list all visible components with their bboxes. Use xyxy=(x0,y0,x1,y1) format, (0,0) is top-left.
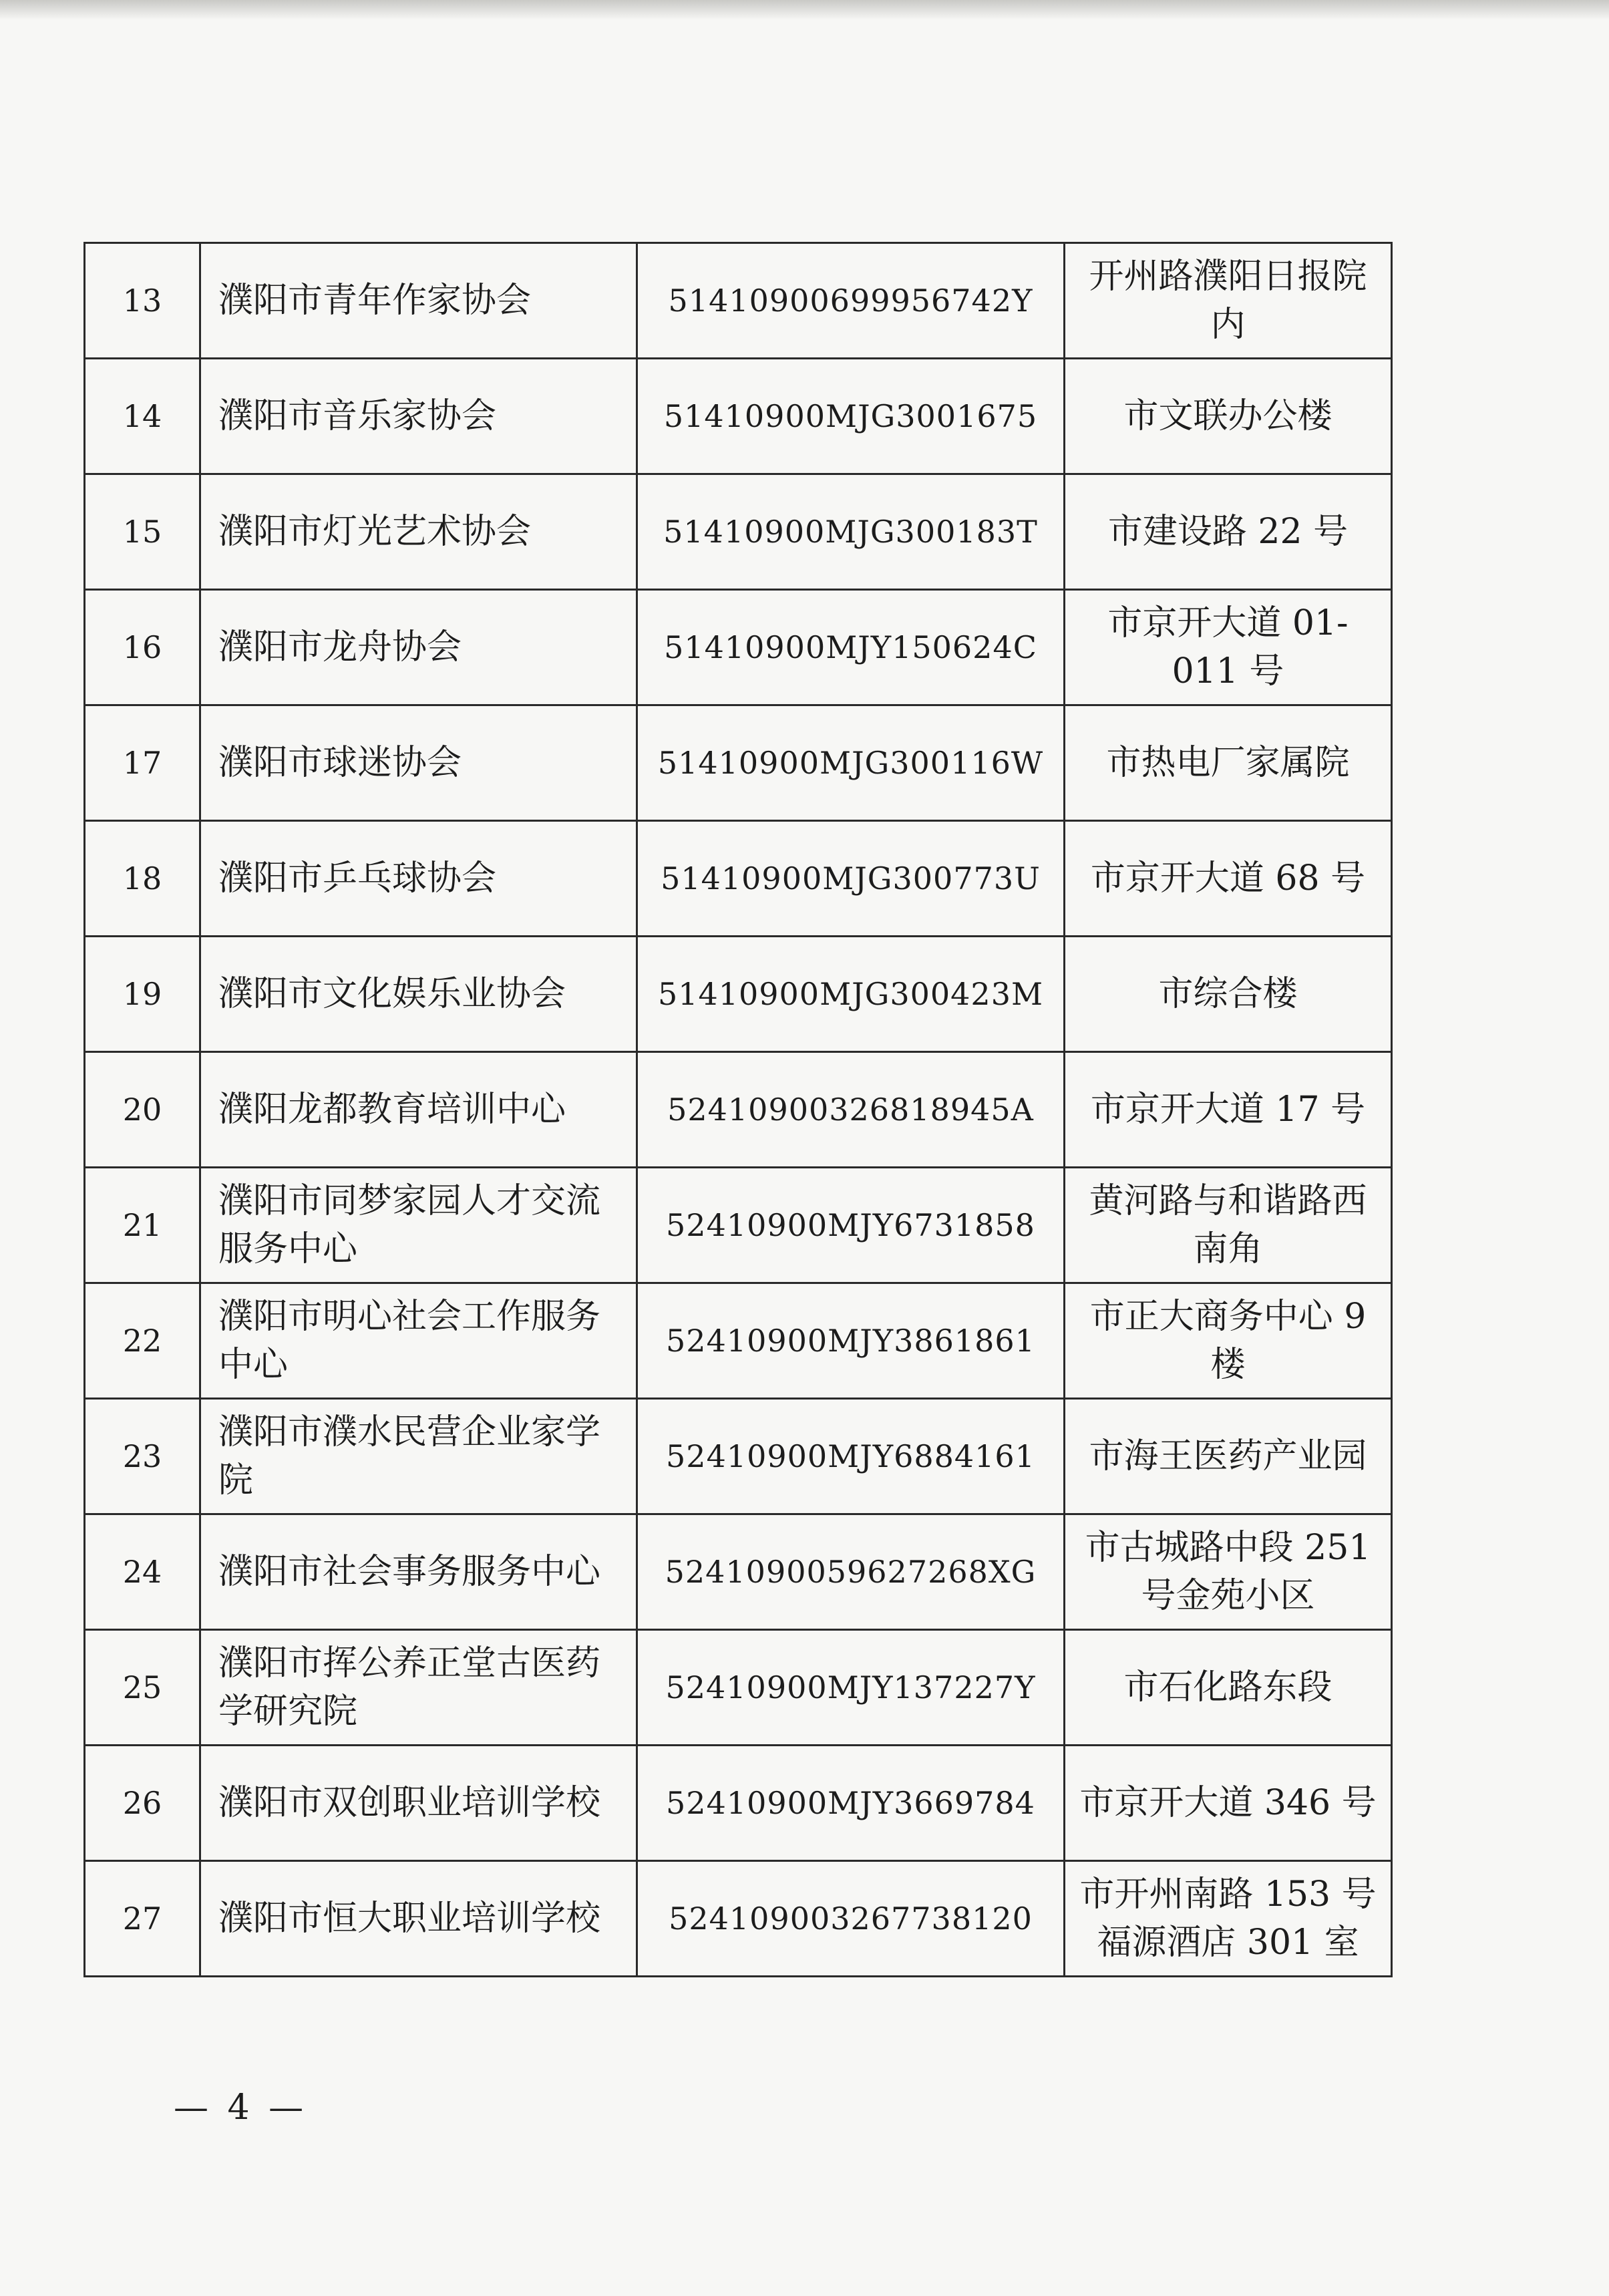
organization-name: 濮阳市挥公养正堂古医药学研究院 xyxy=(200,1630,637,1746)
credit-code: 51410900699956742Y xyxy=(637,243,1065,359)
row-number: 24 xyxy=(85,1514,200,1630)
table-row xyxy=(85,1399,1392,1514)
scan-top-edge xyxy=(0,0,1609,20)
organization-address: 市正大商务中心 9 楼 xyxy=(1065,1283,1392,1399)
table-row xyxy=(85,359,1392,474)
organization-name: 濮阳市明心社会工作服务中心 xyxy=(200,1283,637,1399)
row-number: 13 xyxy=(85,243,200,359)
row-number: 27 xyxy=(85,1861,200,1977)
table-row xyxy=(85,1168,1392,1283)
organization-address: 市古城路中段 251 号金苑小区 xyxy=(1065,1514,1392,1630)
organization-name: 濮阳市社会事务服务中心 xyxy=(200,1514,637,1630)
organization-name: 濮阳市青年作家协会 xyxy=(200,243,637,359)
credit-code: 52410900MJY3669784 xyxy=(637,1746,1065,1861)
row-number: 23 xyxy=(85,1399,200,1514)
table-row xyxy=(85,1630,1392,1746)
table-row xyxy=(85,1283,1392,1399)
organization-name: 濮阳市双创职业培训学校 xyxy=(200,1746,637,1861)
organization-address: 市热电厂家属院 xyxy=(1065,705,1392,821)
row-number: 17 xyxy=(85,705,200,821)
organization-address: 黄河路与和谐路西南角 xyxy=(1065,1168,1392,1283)
table-row xyxy=(85,1746,1392,1861)
organization-address: 开州路濮阳日报院内 xyxy=(1065,243,1392,359)
row-number: 25 xyxy=(85,1630,200,1746)
organization-name: 濮阳市灯光艺术协会 xyxy=(200,474,637,590)
organization-address: 市文联办公楼 xyxy=(1065,359,1392,474)
credit-code: 52410900MJY6731858 xyxy=(637,1168,1065,1283)
organization-name: 濮阳市球迷协会 xyxy=(200,705,637,821)
organization-address: 市京开大道 68 号 xyxy=(1065,821,1392,937)
row-number: 22 xyxy=(85,1283,200,1399)
credit-code: 51410900MJY150624C xyxy=(637,590,1065,705)
organization-name: 濮阳市龙舟协会 xyxy=(200,590,637,705)
table-row xyxy=(85,1052,1392,1168)
table-row xyxy=(85,821,1392,937)
organization-address: 市建设路 22 号 xyxy=(1065,474,1392,590)
row-number: 14 xyxy=(85,359,200,474)
credit-code: 51410900MJG300773U xyxy=(637,821,1065,937)
row-number: 15 xyxy=(85,474,200,590)
credit-code: 51410900MJG3001675 xyxy=(637,359,1065,474)
credit-code: 52410900MJY137227Y xyxy=(637,1630,1065,1746)
organization-name: 濮阳市乒乓球协会 xyxy=(200,821,637,937)
credit-code: 51410900MJG300116W xyxy=(637,705,1065,821)
table-row xyxy=(85,243,1392,359)
organization-name: 濮阳市音乐家协会 xyxy=(200,359,637,474)
organization-address: 市京开大道 01-011 号 xyxy=(1065,590,1392,705)
row-number: 18 xyxy=(85,821,200,937)
credit-code: 52410900326818945A xyxy=(637,1052,1065,1168)
table-row xyxy=(85,705,1392,821)
row-number: 16 xyxy=(85,590,200,705)
row-number: 21 xyxy=(85,1168,200,1283)
credit-code: 524109003267738120 xyxy=(637,1861,1065,1977)
organization-address: 市综合楼 xyxy=(1065,937,1392,1052)
organization-name: 濮阳龙都教育培训中心 xyxy=(200,1052,637,1168)
page-number: — 4 — xyxy=(174,2088,308,2128)
table-row xyxy=(85,1514,1392,1630)
organization-address: 市石化路东段 xyxy=(1065,1630,1392,1746)
credit-code: 5241090059627268XG xyxy=(637,1514,1065,1630)
row-number: 19 xyxy=(85,937,200,1052)
table-row xyxy=(85,590,1392,705)
organization-name: 濮阳市恒大职业培训学校 xyxy=(200,1861,637,1977)
organization-name: 濮阳市文化娱乐业协会 xyxy=(200,937,637,1052)
credit-code: 52410900MJY6884161 xyxy=(637,1399,1065,1514)
organization-address: 市开州南路 153 号福源酒店 301 室 xyxy=(1065,1861,1392,1977)
table-row xyxy=(85,937,1392,1052)
organization-address: 市海王医药产业园 xyxy=(1065,1399,1392,1514)
organization-name: 濮阳市濮水民营企业家学院 xyxy=(200,1399,637,1514)
credit-code: 52410900MJY3861861 xyxy=(637,1283,1065,1399)
organization-name: 濮阳市同梦家园人才交流服务中心 xyxy=(200,1168,637,1283)
row-number: 26 xyxy=(85,1746,200,1861)
table-row xyxy=(85,474,1392,590)
credit-code: 51410900MJG300423M xyxy=(637,937,1065,1052)
credit-code: 51410900MJG300183T xyxy=(637,474,1065,590)
organization-address: 市京开大道 17 号 xyxy=(1065,1052,1392,1168)
organization-table xyxy=(83,242,1393,1977)
row-number: 20 xyxy=(85,1052,200,1168)
table-row xyxy=(85,1861,1392,1977)
organization-address: 市京开大道 346 号 xyxy=(1065,1746,1392,1861)
